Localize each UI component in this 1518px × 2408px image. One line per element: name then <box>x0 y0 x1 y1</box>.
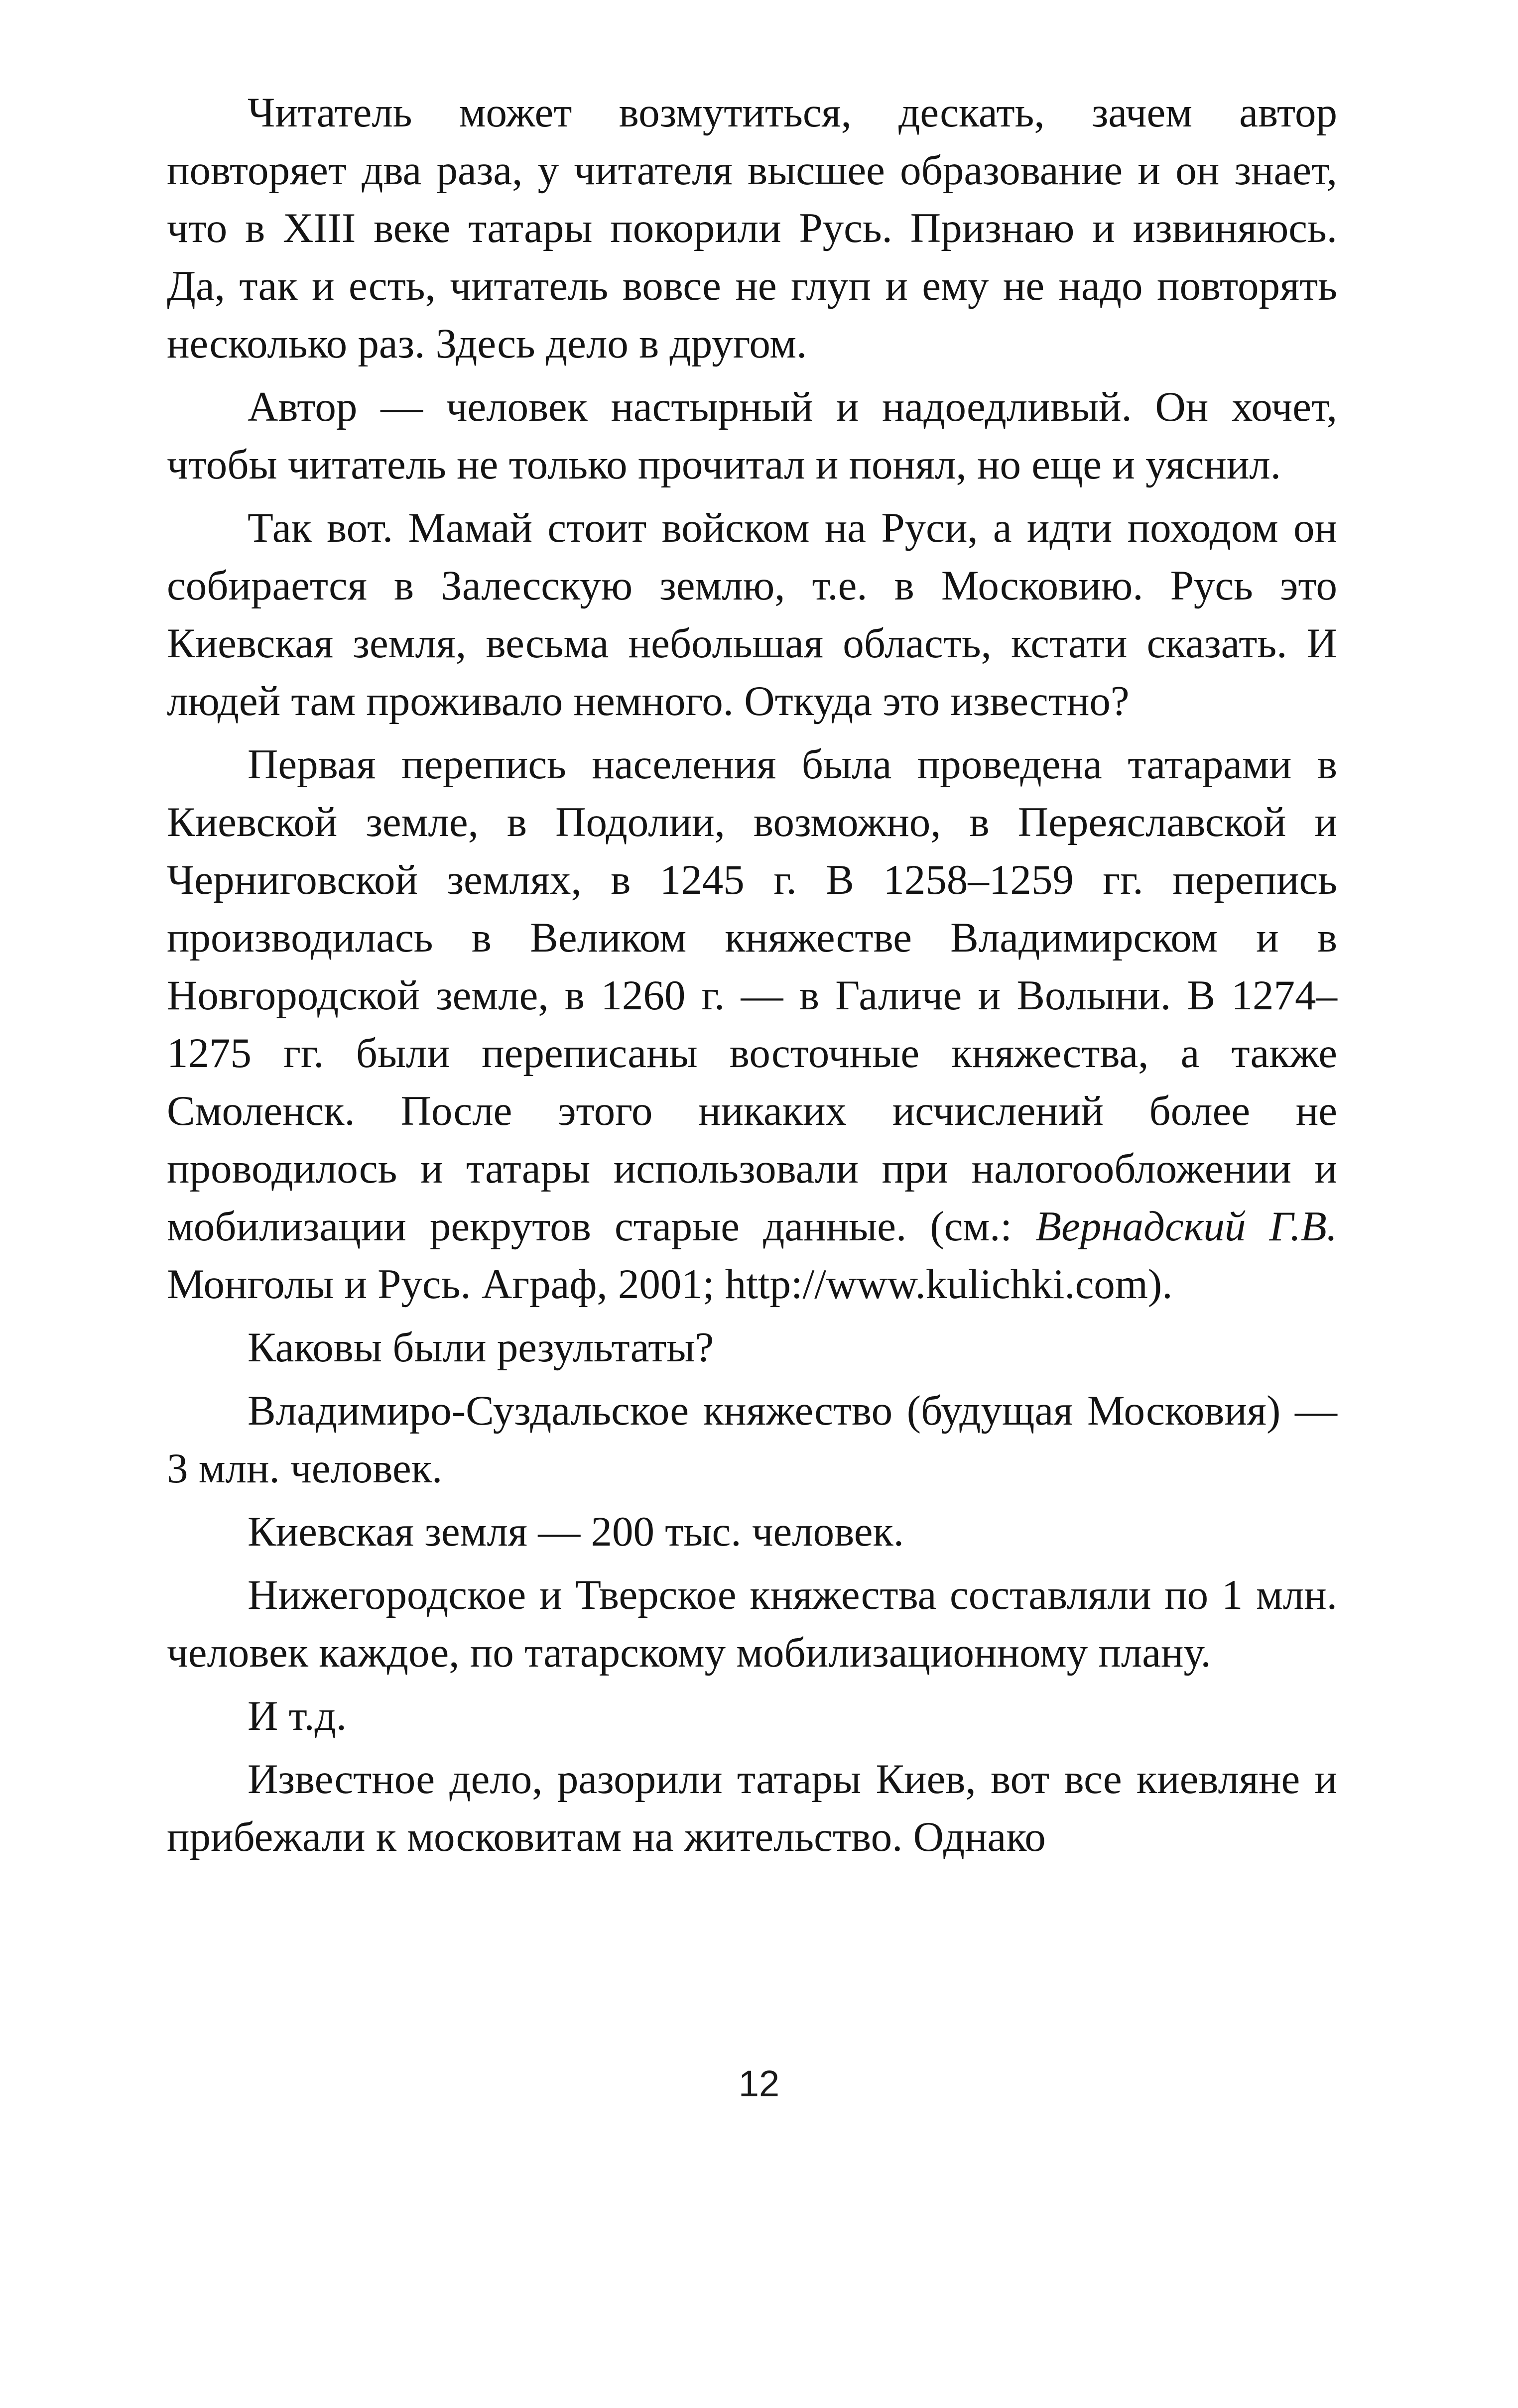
citation-author: Вернадский Г.В. <box>1035 1203 1337 1250</box>
paragraph-etc: И т.д. <box>248 1692 347 1739</box>
paragraph-results-question: Каковы были результаты? <box>248 1324 714 1371</box>
paragraph-mamai-army: Так вот. Мамай стоит войском на Руси, а идти походом он собирается в Залесскую землю, т.е. в Московию. Русь это Киевская земля, весьма небольшая область, кстати сказать. И людей там проживало немного. Откуда это известно? <box>167 504 1337 724</box>
citation-close: ). <box>1147 1261 1173 1308</box>
paragraph-kiev-land: Киевская земля — 200 тыс. человек. <box>248 1508 904 1555</box>
body-text <box>167 84 1337 1866</box>
paragraph-vladimir-suzdal: Владимиро-Суздальское княжество (будущая Московия) — 3 млн. человек. <box>167 1387 1337 1492</box>
census-text: Первая перепись населения была проведена татарами в Киевской земле, в Подолии, возможно, в Переяславской и Черниговской землях, в 1245 г. В 1258–1259 гг. перепись производилась в Великом княжестве Владимирском и в Новгородской земле, в 1260 г. — в Галиче и Волыни. В 1274–1275 гг. были переписаны восточные княжества, а также Смоленск. После этого никаких исчислений более не проводилось и татары использовали при налогообложении и мобилизации рекрутов старые данные. (см.: <box>167 741 1337 1250</box>
citation-source: Монголы и Русь. Аграф, 2001; <box>167 1261 725 1308</box>
citation-url: http://www.kulichki.com <box>725 1261 1148 1308</box>
paragraph-author-persistent: Автор — человек настырный и надоедливый. Он хочет, чтобы читатель не только прочитал и понял, но еще и уяснил. <box>167 383 1337 488</box>
paragraph-kiev-ruined: Известное дело, разорили татары Киев, вот все киевляне и прибежали к московитам на жительство. Однако <box>167 1756 1337 1860</box>
page-number: 12 <box>738 2063 780 2104</box>
paragraph-reader-objection: Читатель может возмутиться, дескать, зачем автор повторяет два раза, у читателя высшее образование и он знает, что в XIII веке татары покорили Русь. Признаю и извиняюсь. Да, так и есть, читатель вовсе не глуп и ему не надо повторять несколько раз. Здесь дело в другом. <box>167 89 1337 367</box>
paragraph-census <box>167 735 1337 1313</box>
paragraph-nizhny-tver: Нижегородское и Тверское княжества составляли по 1 млн. человек каждое, по татарскому мобилизационному плану. <box>167 1571 1337 1676</box>
